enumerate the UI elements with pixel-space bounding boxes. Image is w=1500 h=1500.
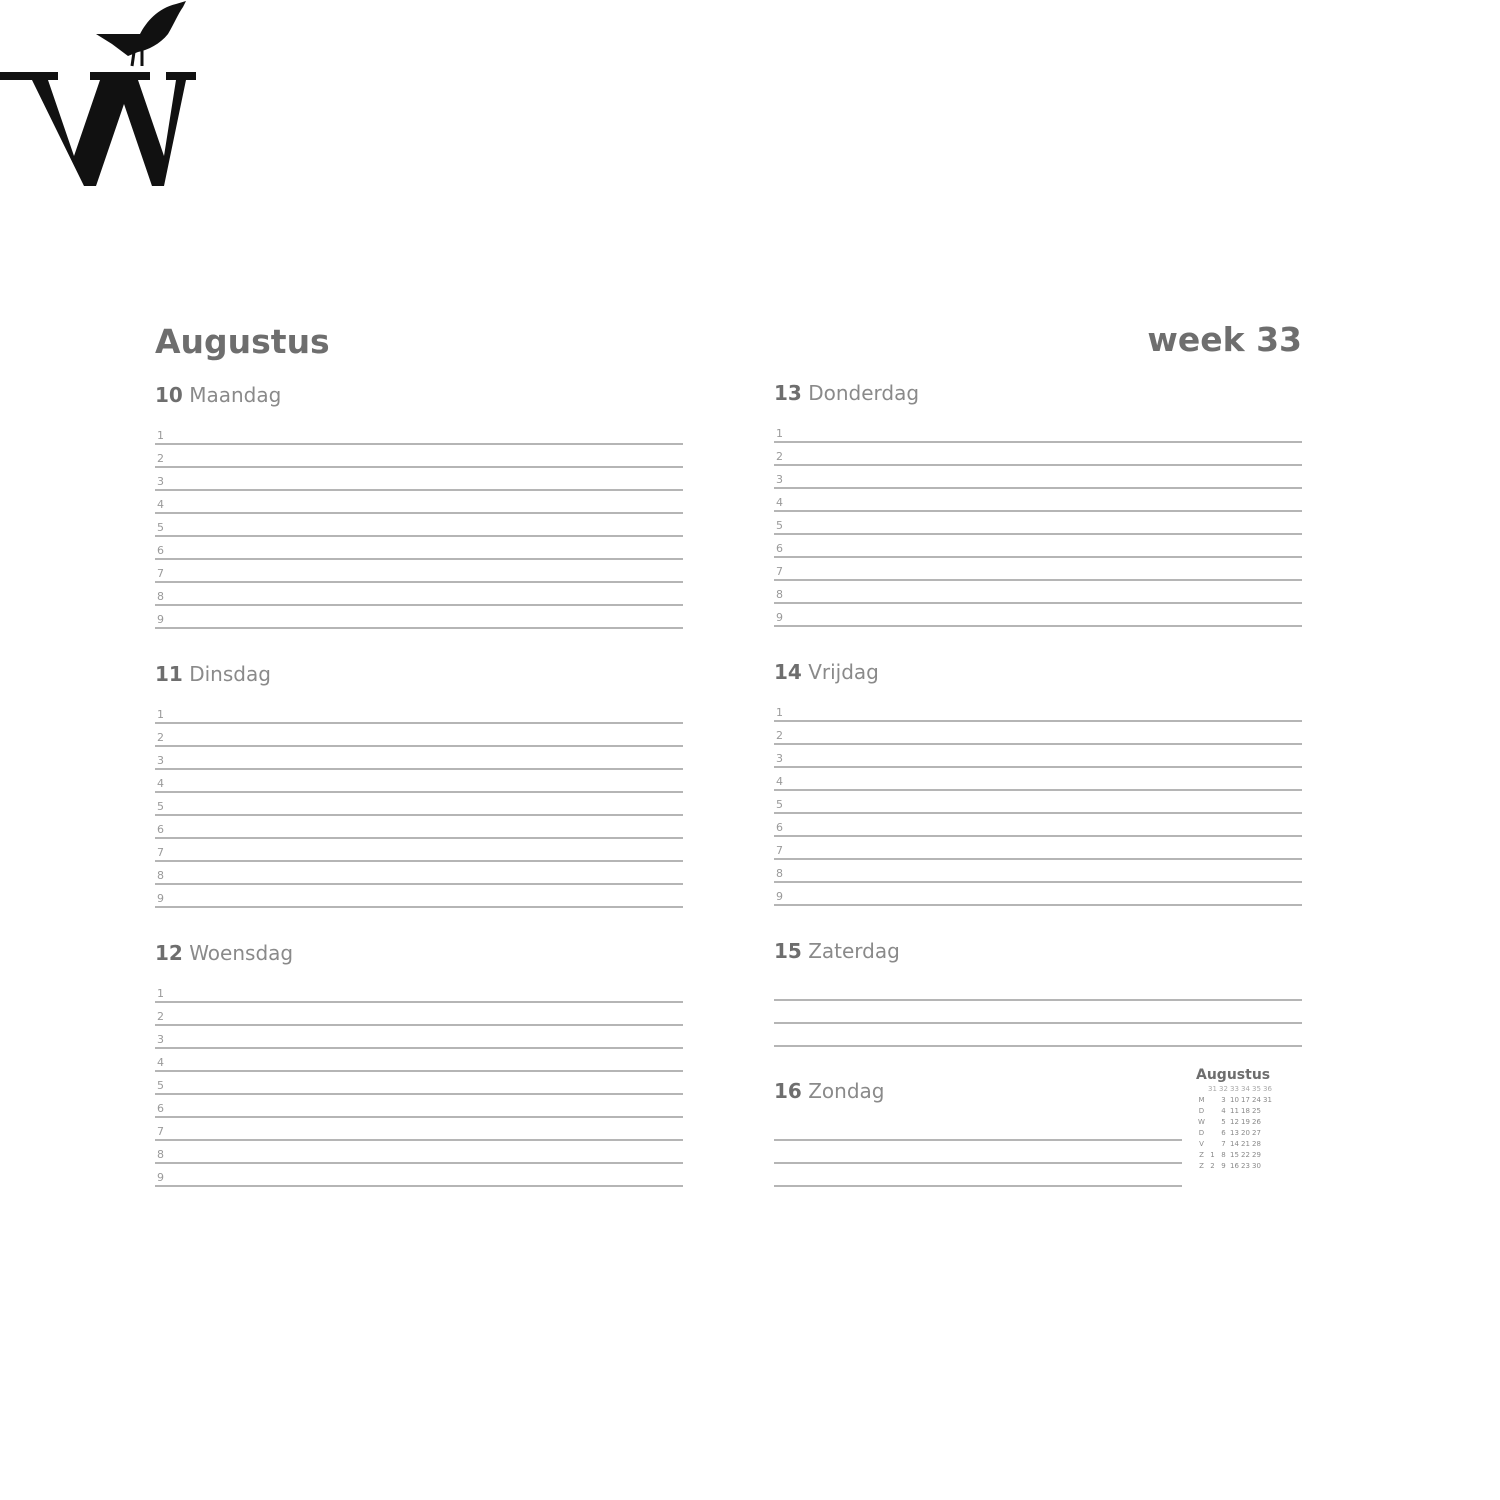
writing-line[interactable] <box>774 558 1302 581</box>
day-block <box>774 938 1302 1047</box>
mini-calendar-weekday: M <box>1198 1096 1205 1104</box>
writing-line[interactable] <box>774 745 1302 768</box>
line-number: 1 <box>776 706 783 719</box>
mini-calendar-date: 9 <box>1221 1162 1226 1170</box>
line-number: 4 <box>776 775 783 788</box>
mini-calendar-week-number: 31 <box>1208 1085 1217 1093</box>
mini-calendar-week-number: 32 <box>1219 1085 1228 1093</box>
day-name: Zaterdag <box>808 939 900 963</box>
line-number: 6 <box>776 821 783 834</box>
mini-calendar-week-row <box>1196 1084 1306 1095</box>
writing-line[interactable] <box>774 860 1302 883</box>
writing-line[interactable] <box>155 468 683 491</box>
line-number: 9 <box>776 890 783 903</box>
mini-calendar-row <box>1196 1117 1306 1128</box>
line-number: 3 <box>776 473 783 486</box>
line-number: 4 <box>157 777 164 790</box>
day-heading <box>155 940 683 966</box>
writing-line[interactable] <box>774 1118 1182 1141</box>
mini-calendar-date: 23 <box>1241 1162 1250 1170</box>
line-number: 7 <box>157 567 164 580</box>
line-number: 6 <box>157 544 164 557</box>
line-number: 5 <box>776 798 783 811</box>
mini-calendar-weekday: V <box>1199 1140 1204 1148</box>
line-number: 2 <box>157 1010 164 1023</box>
mini-calendar-weekday: W <box>1198 1118 1205 1126</box>
day-heading <box>774 659 1302 685</box>
mini-calendar-date: 30 <box>1252 1162 1261 1170</box>
day-number: 14 <box>774 660 802 684</box>
line-number: 5 <box>157 800 164 813</box>
mini-calendar-date <box>1262 1139 1273 1150</box>
line-number: 4 <box>157 498 164 511</box>
writing-line[interactable] <box>155 701 683 724</box>
writing-lines <box>155 980 683 1187</box>
mini-calendar-title: Augustus <box>1196 1067 1271 1083</box>
writing-lines <box>774 420 1302 627</box>
line-number: 1 <box>776 427 783 440</box>
mini-calendar-week-number: 33 <box>1230 1085 1239 1093</box>
mini-calendar-date: 3 <box>1221 1096 1226 1104</box>
writing-line[interactable] <box>155 422 683 445</box>
writing-line[interactable] <box>155 1026 683 1049</box>
bird-icon <box>96 1 186 66</box>
day-block <box>155 940 683 1187</box>
day-number: 12 <box>155 941 183 965</box>
day-number: 11 <box>155 662 183 686</box>
writing-line[interactable] <box>155 839 683 862</box>
mini-calendar-date <box>1262 1117 1273 1128</box>
writing-line[interactable] <box>774 581 1302 604</box>
writing-line[interactable] <box>155 1141 683 1164</box>
mini-calendar-date: 1 <box>1210 1151 1215 1159</box>
brand-logo-w-bird <box>0 0 200 200</box>
writing-line[interactable] <box>155 514 683 537</box>
w-letter-icon <box>0 72 196 186</box>
day-number: 13 <box>774 381 802 405</box>
mini-calendar-date <box>1207 1139 1218 1150</box>
writing-line[interactable] <box>155 537 683 560</box>
writing-line[interactable] <box>155 583 683 606</box>
mini-calendar-date: 26 <box>1252 1118 1261 1126</box>
line-number: 9 <box>157 613 164 626</box>
week-number: week 33 <box>1147 320 1302 359</box>
writing-line[interactable] <box>774 791 1302 814</box>
line-number: 2 <box>776 729 783 742</box>
mini-calendar-date: 18 <box>1241 1107 1250 1115</box>
mini-calendar-weekday: Z <box>1199 1151 1204 1159</box>
writing-line[interactable] <box>774 883 1302 906</box>
mini-calendar-corner <box>1196 1084 1207 1095</box>
mini-calendar-date: 10 <box>1230 1096 1239 1104</box>
mini-calendar-row <box>1196 1095 1306 1106</box>
mini-calendar-date: 22 <box>1241 1151 1250 1159</box>
mini-calendar-date <box>1207 1106 1218 1117</box>
line-number: 1 <box>157 429 164 442</box>
day-name: Woensdag <box>189 941 294 965</box>
writing-line[interactable] <box>774 443 1302 466</box>
line-number: 9 <box>157 1171 164 1184</box>
line-number: 8 <box>157 590 164 603</box>
mini-calendar-grid <box>1196 1084 1306 1172</box>
writing-line[interactable] <box>774 699 1302 722</box>
mini-calendar-date: 17 <box>1241 1096 1250 1104</box>
line-number: 6 <box>157 1102 164 1115</box>
day-name: Dinsdag <box>189 662 271 686</box>
line-number: 7 <box>776 565 783 578</box>
writing-line[interactable] <box>155 445 683 468</box>
mini-calendar-date: 27 <box>1252 1129 1261 1137</box>
writing-line[interactable] <box>774 1164 1182 1187</box>
mini-calendar-date: 19 <box>1241 1118 1250 1126</box>
writing-line[interactable] <box>774 512 1302 535</box>
writing-line[interactable] <box>155 793 683 816</box>
mini-calendar-date: 5 <box>1221 1118 1226 1126</box>
mini-calendar-date: 4 <box>1221 1107 1226 1115</box>
line-number: 1 <box>157 987 164 1000</box>
mini-calendar-week-number: 36 <box>1263 1085 1272 1093</box>
line-number: 2 <box>157 731 164 744</box>
line-number: 5 <box>157 1079 164 1092</box>
mini-calendar-date: 25 <box>1252 1107 1261 1115</box>
mini-calendar-date: 7 <box>1221 1140 1226 1148</box>
line-number: 3 <box>157 754 164 767</box>
mini-calendar-date: 16 <box>1230 1162 1239 1170</box>
mini-calendar-date: 15 <box>1230 1151 1239 1159</box>
writing-lines <box>774 978 1302 1047</box>
writing-line[interactable] <box>774 978 1302 1001</box>
month-title: Augustus <box>155 322 330 361</box>
mini-calendar-date: 12 <box>1230 1118 1239 1126</box>
writing-line[interactable] <box>774 1001 1302 1024</box>
mini-calendar-date: 11 <box>1230 1107 1239 1115</box>
line-number: 7 <box>776 844 783 857</box>
line-number: 3 <box>776 752 783 765</box>
line-number: 5 <box>157 521 164 534</box>
day-heading <box>155 382 683 408</box>
line-number: 2 <box>776 450 783 463</box>
line-number: 8 <box>776 588 783 601</box>
mini-calendar-row <box>1196 1128 1306 1139</box>
writing-line[interactable] <box>155 491 683 514</box>
writing-line[interactable] <box>155 1164 683 1187</box>
mini-calendar-row <box>1196 1161 1306 1172</box>
writing-line[interactable] <box>155 816 683 839</box>
day-heading <box>774 380 1302 406</box>
mini-calendar-date: 24 <box>1252 1096 1261 1104</box>
writing-lines <box>155 701 683 908</box>
mini-calendar-date <box>1262 1161 1273 1172</box>
line-number: 3 <box>157 475 164 488</box>
mini-calendar-date: 20 <box>1241 1129 1250 1137</box>
day-name: Maandag <box>189 383 282 407</box>
mini-calendar-date: 2 <box>1210 1162 1215 1170</box>
mini-calendar-weekday: D <box>1198 1107 1205 1115</box>
day-heading <box>155 661 683 687</box>
day-block <box>155 661 683 908</box>
mini-calendar-date: 31 <box>1263 1096 1272 1104</box>
mini-calendar-date <box>1262 1150 1273 1161</box>
mini-calendar-date <box>1262 1106 1273 1117</box>
day-name: Donderdag <box>808 381 920 405</box>
day-name: Zondag <box>808 1079 885 1103</box>
day-block <box>155 382 683 629</box>
day-heading <box>774 1078 1182 1104</box>
mini-calendar-date: 14 <box>1230 1140 1239 1148</box>
writing-line[interactable] <box>774 466 1302 489</box>
mini-calendar-date: 21 <box>1241 1140 1250 1148</box>
writing-line[interactable] <box>774 489 1302 512</box>
day-block <box>774 1078 1182 1187</box>
writing-line[interactable] <box>774 837 1302 860</box>
writing-line[interactable] <box>155 770 683 793</box>
writing-line[interactable] <box>774 768 1302 791</box>
line-number: 7 <box>157 846 164 859</box>
writing-line[interactable] <box>774 420 1302 443</box>
line-number: 6 <box>776 542 783 555</box>
mini-calendar-date: 8 <box>1221 1151 1226 1159</box>
line-number: 1 <box>157 708 164 721</box>
writing-line[interactable] <box>155 1072 683 1095</box>
mini-calendar-week-number: 34 <box>1241 1085 1250 1093</box>
writing-line[interactable] <box>155 885 683 908</box>
mini-calendar-row <box>1196 1139 1306 1150</box>
mini-calendar-weekday: D <box>1198 1129 1205 1137</box>
line-number: 8 <box>157 869 164 882</box>
line-number: 9 <box>776 611 783 624</box>
line-number: 4 <box>776 496 783 509</box>
mini-calendar-date <box>1207 1117 1218 1128</box>
writing-lines <box>155 422 683 629</box>
day-number: 16 <box>774 1079 802 1103</box>
mini-calendar <box>1196 1066 1306 1172</box>
mini-calendar-date <box>1262 1128 1273 1139</box>
writing-line[interactable] <box>155 862 683 885</box>
writing-line[interactable] <box>155 1049 683 1072</box>
writing-line[interactable] <box>155 1118 683 1141</box>
mini-calendar-week-number: 35 <box>1252 1085 1261 1093</box>
line-number: 6 <box>157 823 164 836</box>
day-name: Vrijdag <box>808 660 879 684</box>
writing-line[interactable] <box>774 535 1302 558</box>
mini-calendar-row <box>1196 1106 1306 1117</box>
writing-line[interactable] <box>774 1141 1182 1164</box>
mini-calendar-date: 28 <box>1252 1140 1261 1148</box>
mini-calendar-date: 6 <box>1221 1129 1226 1137</box>
mini-calendar-date: 29 <box>1252 1151 1261 1159</box>
writing-line[interactable] <box>155 606 683 629</box>
day-heading <box>774 938 1302 964</box>
line-number: 4 <box>157 1056 164 1069</box>
writing-line[interactable] <box>774 604 1302 627</box>
line-number: 8 <box>157 1148 164 1161</box>
writing-lines <box>774 699 1302 906</box>
writing-line[interactable] <box>155 747 683 770</box>
line-number: 7 <box>157 1125 164 1138</box>
day-number: 15 <box>774 939 802 963</box>
writing-line[interactable] <box>774 722 1302 745</box>
line-number: 9 <box>157 892 164 905</box>
mini-calendar-date <box>1207 1128 1218 1139</box>
line-number: 8 <box>776 867 783 880</box>
writing-lines <box>774 1118 1182 1187</box>
day-block <box>774 659 1302 906</box>
line-number: 2 <box>157 452 164 465</box>
mini-calendar-row <box>1196 1150 1306 1161</box>
mini-calendar-date <box>1207 1095 1218 1106</box>
mini-calendar-weekday: Z <box>1199 1162 1204 1170</box>
writing-line[interactable] <box>155 724 683 747</box>
writing-line[interactable] <box>155 980 683 1003</box>
day-block <box>774 380 1302 627</box>
mini-calendar-date: 13 <box>1230 1129 1239 1137</box>
writing-line[interactable] <box>155 1095 683 1118</box>
day-number: 10 <box>155 383 183 407</box>
writing-line[interactable] <box>155 560 683 583</box>
line-number: 3 <box>157 1033 164 1046</box>
line-number: 5 <box>776 519 783 532</box>
writing-line[interactable] <box>774 1024 1302 1047</box>
writing-line[interactable] <box>155 1003 683 1026</box>
writing-line[interactable] <box>774 814 1302 837</box>
